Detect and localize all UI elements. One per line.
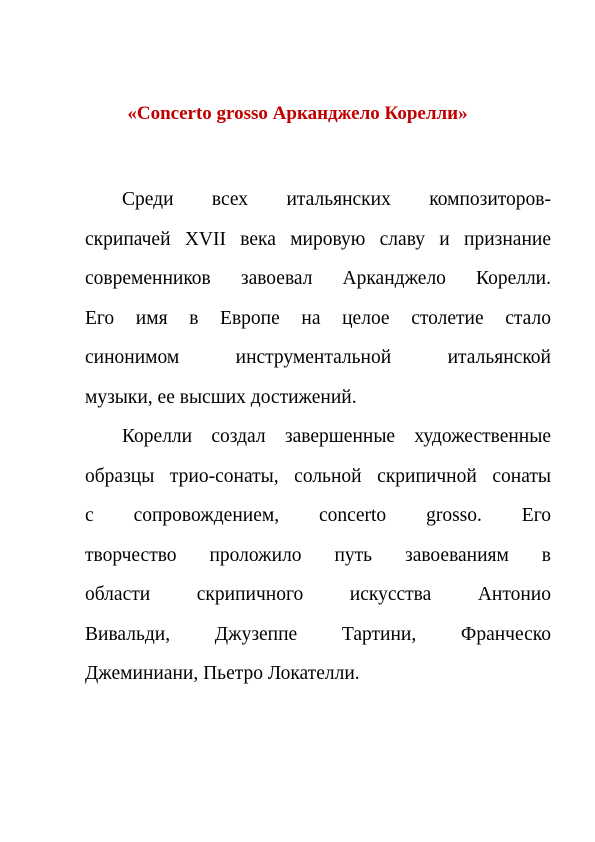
text-line: Вивальди, Джузеппе Тартини, Франческо xyxy=(85,623,551,645)
text-line: современников завоевал Арканджело Корелли. xyxy=(85,268,551,289)
paragraph-1 xyxy=(85,180,551,417)
document-title: «Concerto grosso Арканджело Корелли» xyxy=(127,103,468,124)
text-line: творчество проложило путь завоеваниям в xyxy=(85,544,551,566)
paragraph-2 xyxy=(85,417,551,694)
text-line: музыки, ее высших достижений. xyxy=(85,386,357,408)
text-line: области скрипичного искусства Антонио xyxy=(85,584,551,605)
text-line: Корелли создал завершенные художественные xyxy=(122,426,551,447)
text-line: Его имя в Европе на целое столетие стало xyxy=(85,307,551,329)
text-line: с сопровождением, concerto grosso. Его xyxy=(85,505,551,526)
text-line: Джеминиани, Пьетро Локателли. xyxy=(85,663,360,684)
text-line: Среди всех итальянских композиторов- xyxy=(122,189,551,210)
text-line: скрипачей XVII века мировую славу и признание xyxy=(85,228,551,250)
text-line: синонимом инструментальной итальянской xyxy=(85,347,551,368)
text-line: образцы трио-сонаты, сольной скрипичной сонаты xyxy=(85,465,551,487)
